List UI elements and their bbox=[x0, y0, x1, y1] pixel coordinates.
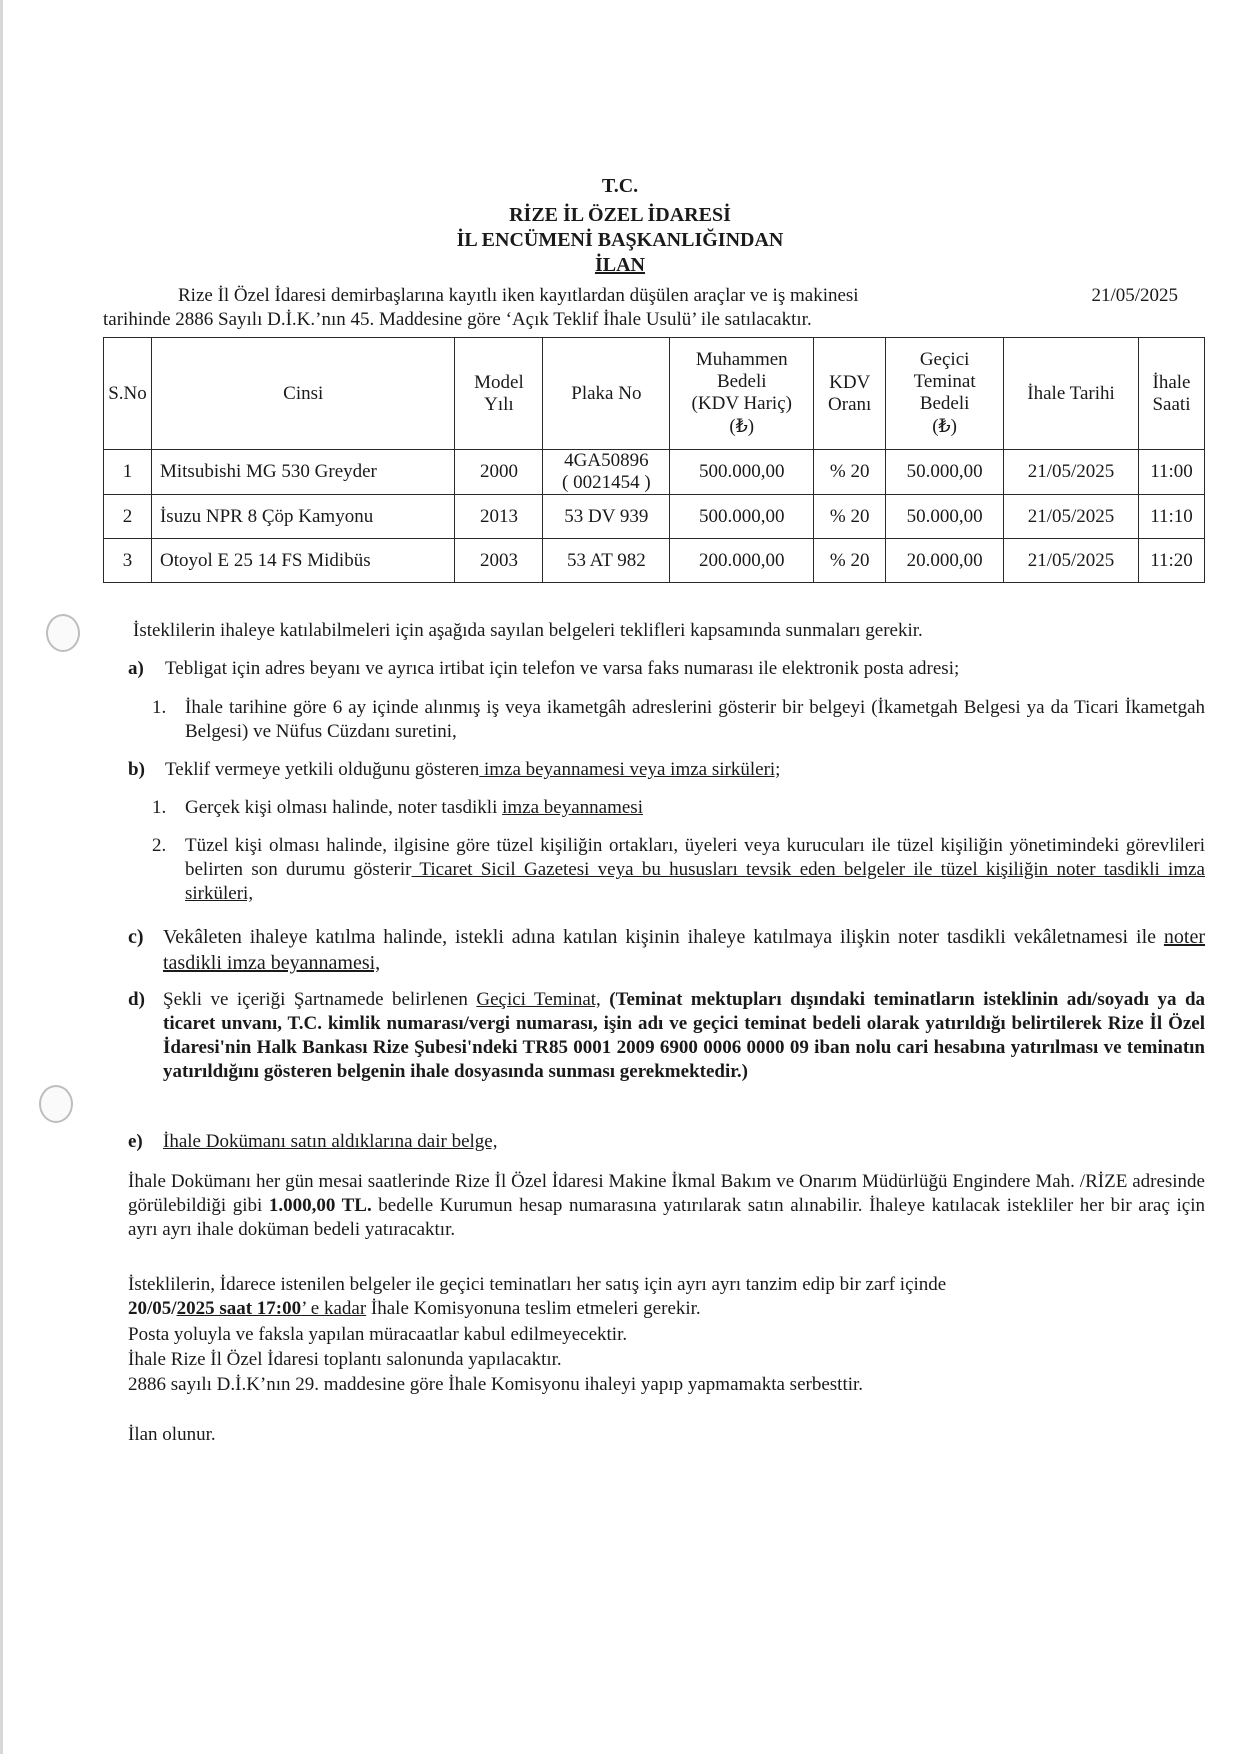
link-gecici-teminat: Geçici Teminat, bbox=[476, 989, 601, 1010]
header-title: İLAN bbox=[594, 254, 645, 276]
cell-kdv: % 20 bbox=[814, 450, 886, 495]
item-a1-text: İhale tarihine göre 6 ay içinde alınmış iş veya ikametgâh adreslerini gösterir bir belgeyi (İkametgah Belgesi ya da Ticari İkametgah Belgesi) ve Nüfus Cüzdanı suretini, bbox=[185, 697, 1205, 742]
deadline-date: 20/05/ bbox=[128, 1298, 177, 1319]
footer-paragraph-4: İhale Rize İl Özel İdaresi toplantı salonunda yapılacaktır. bbox=[128, 1349, 562, 1370]
link-noter-imza-beyannamesi: noter tasdikli imza beyannamesi, bbox=[163, 926, 1205, 974]
cell-teminat: 50.000,00 bbox=[886, 495, 1004, 539]
link-ticaret-sicil: Ticaret Sicil Gazetesi veya bu hususları tevsik eden belgeler ile tüzel kişiliğin noter tasdikli imza sirküleri, bbox=[185, 859, 1205, 904]
header-saat: İhale Saati bbox=[1138, 338, 1204, 450]
link-ihale-dokumani: İhale Dokümanı satın aldıklarına dair belge, bbox=[163, 1131, 498, 1152]
item-e-text bbox=[163, 1130, 1205, 1154]
intro-line2: tarihinde 2886 Sayılı D.İ.K.’nın 45. Maddesine göre ‘Açık Teklif İhale Usulü’ ile satılacaktır. bbox=[103, 309, 812, 330]
table-row bbox=[104, 450, 1205, 495]
header-kdv: KDV Oranı bbox=[814, 338, 886, 450]
cell-muhammen: 500.000,00 bbox=[670, 495, 814, 539]
header-muhammen: Muhammen Bedeli (KDV Hariç) (₺) bbox=[670, 338, 814, 450]
auction-table bbox=[103, 337, 1205, 583]
footer-paragraph-1: İhale Dokümanı her gün mesai saatlerinde Rize İl Özel İdaresi Makine İkmal Bakım ve Onarım Müdürlüğü Engindere Mah. /RİZE adresinde görülebildiği gibi 1.000,00 TL. bedelle Kurumun hesap numarasına yatırılarak satın alınabilir. İhaleye katılacak istekliler her bir araç için ayrı ayrı ihale doküman bedeli yatıracaktır. bbox=[128, 1171, 1205, 1240]
footer-closing: İlan olunur. bbox=[128, 1424, 216, 1445]
intro-date: 21/05/2025 bbox=[1091, 285, 1178, 306]
table-row bbox=[104, 495, 1205, 539]
link-imza-beyannamesi-sirkuleri: imza beyannamesi veya imza sirküleri; bbox=[479, 759, 781, 780]
teminat-bank-info: (Teminat mektupları dışındaki teminatların isteklinin adı/soyadı ya da ticaret unvanı, T.C. kimlik numarası/vergi numarası, işin adı ve geçici teminat bedeli olarak yatırıldığı belirtilerek Rize İl Özel İdaresi'nin Halk Bankası Rize Şubesi'ndeki TR85 0001 2009 6900 0006 0000 09 iban nolu cari hesabına yatırılması ve teminatın yatırıldığını gösteren belgenin ihale dosyasında sunması gerekmektedir.) bbox=[163, 989, 1206, 1082]
cell-sno: 3 bbox=[104, 539, 152, 583]
cell-tarih: 21/05/2025 bbox=[1004, 495, 1139, 539]
deadline-time: 2025 saat 17:00 bbox=[176, 1298, 302, 1319]
item-b1-text: Gerçek kişi olması halinde, noter tasdikli imza beyannamesi bbox=[185, 797, 643, 818]
punch-hole-top bbox=[46, 614, 80, 652]
item-a-label: a) bbox=[128, 658, 144, 679]
item-c-label: c) bbox=[128, 926, 144, 948]
item-d-text: Şekli ve içeriği Şartnamede belirlenen Geçici Teminat, (Teminat mektupları dışındaki teminatların isteklinin adı/soyadı ya da ticaret unvanı, T.C. kimlik numarası/vergi numarası, işin adı ve geçici teminat bedeli olarak yatırıldığı belirtilerek Rize İl Özel İdaresi'nin Halk Bankası Rize Şubesi'ndeki TR85 0001 2009 6900 0006 0000 09 iban nolu cari hesabına yatırılması ve teminatın yatırıldığını gösteren belgenin ihale dosyasında sunması gerekmektedir.) bbox=[163, 989, 1206, 1082]
cell-muhammen: 500.000,00 bbox=[670, 450, 814, 495]
cell-tarih: 21/05/2025 bbox=[1004, 450, 1139, 495]
cell-cinsi: Otoyol E 25 14 FS Midibüs bbox=[151, 539, 455, 583]
table-row bbox=[104, 539, 1205, 583]
header-teminat: Geçici Teminat Bedeli (₺) bbox=[886, 338, 1004, 450]
cell-model: 2000 bbox=[455, 450, 543, 495]
intro-paragraph bbox=[103, 284, 1178, 332]
header-sno: S.No bbox=[104, 338, 152, 450]
cell-tarih: 21/05/2025 bbox=[1004, 539, 1139, 583]
header-plaka: Plaka No bbox=[543, 338, 670, 450]
cell-plaka: 53 AT 982 bbox=[543, 539, 670, 583]
header-model: Model Yılı bbox=[455, 338, 543, 450]
cell-teminat: 20.000,00 bbox=[886, 539, 1004, 583]
cell-saat: 11:20 bbox=[1138, 539, 1204, 583]
requirements-intro: İsteklilerin ihaleye katılabilmeleri için aşağıda sayılan belgeleri teklifleri kapsamında sunmaları gerekir. bbox=[133, 620, 923, 641]
header-tarih: İhale Tarihi bbox=[1004, 338, 1139, 450]
cell-model: 2003 bbox=[455, 539, 543, 583]
punch-hole-bottom bbox=[39, 1085, 73, 1123]
cell-model: 2013 bbox=[455, 495, 543, 539]
cell-plaka: 53 DV 939 bbox=[543, 495, 670, 539]
footer-paragraph-5: 2886 sayılı D.İ.K’nın 29. maddesine göre İhale Komisyonu ihaleyi yapıp yapmamakta serbesttir. bbox=[128, 1374, 864, 1395]
cell-sno: 2 bbox=[104, 495, 152, 539]
header-tc: T.C. bbox=[601, 175, 639, 197]
item-b-label: b) bbox=[128, 759, 145, 780]
link-imza-beyannamesi: imza beyannamesi bbox=[502, 797, 643, 818]
item-b-text: Teklif vermeye yetkili olduğunu gösteren imza beyannamesi veya imza sirküleri; bbox=[165, 759, 781, 780]
item-a1-label: 1. bbox=[152, 697, 167, 718]
cell-kdv: % 20 bbox=[814, 539, 886, 583]
cell-saat: 11:00 bbox=[1138, 450, 1204, 495]
document-fee: 1.000,00 TL. bbox=[268, 1195, 372, 1216]
item-a-text: Tebligat için adres beyanı ve ayrıca irtibat için telefon ve varsa faks numarası ile elektronik posta adresi; bbox=[165, 658, 960, 679]
cell-sno: 1 bbox=[104, 450, 152, 495]
item-b1-label: 1. bbox=[152, 797, 167, 818]
footer-paragraph-2: İsteklilerin, İdarece istenilen belgeler ile geçici teminatları her satış için ayrı ayrı tanzim edip bir zarf içinde 20/05/2025 saat 17:00’ e kadar İhale Komisyonuna teslim etmeleri gerekir. bbox=[128, 1274, 947, 1319]
cell-teminat: 50.000,00 bbox=[886, 450, 1004, 495]
header-department: İL ENCÜMENİ BAŞKANLIĞINDAN bbox=[456, 229, 784, 251]
cell-muhammen: 200.000,00 bbox=[670, 539, 814, 583]
item-c-text: Vekâleten ihaleye katılma halinde, istekli adına katılan kişinin ihaleye katılmaya ilişkin noter tasdikli vekâletnamesi ile noter tasdikli imza beyannamesi, bbox=[163, 926, 1205, 974]
item-b2-text: Tüzel kişi olması halinde, ilgisine göre tüzel kişiliğin ortakları, üyeleri veya kurucuları ile tüzel kişiliğin yönetimindeki görevlileri belirten son durumu gösterir Ticaret Sicil Gazetesi veya bu hususları tevsik eden belgeler ile tüzel kişiliğin noter tasdikli imza sirküleri, bbox=[185, 835, 1205, 904]
cell-cinsi: Mitsubishi MG 530 Greyder bbox=[151, 450, 455, 495]
cell-cinsi: İsuzu NPR 8 Çöp Kamyonu bbox=[151, 495, 455, 539]
cell-plaka: 4GA50896 ( 0021454 ) bbox=[543, 450, 670, 495]
item-d-label: d) bbox=[128, 989, 145, 1010]
header-cinsi: Cinsi bbox=[151, 338, 455, 450]
cell-kdv: % 20 bbox=[814, 495, 886, 539]
intro-line1: Rize İl Özel İdaresi demirbaşlarına kayıtlı iken kayıtlardan düşülen araçlar ve iş makinesi bbox=[178, 285, 859, 306]
header-institution: RİZE İL ÖZEL İDARESİ bbox=[509, 204, 731, 226]
footer-paragraph-3: Posta yoluyla ve faksla yapılan müracaatlar kabul edilmeyecektir. bbox=[128, 1324, 628, 1345]
item-b2-label: 2. bbox=[152, 835, 167, 856]
table-header-row bbox=[104, 338, 1205, 450]
cell-saat: 11:10 bbox=[1138, 495, 1204, 539]
item-e-label: e) bbox=[128, 1131, 143, 1152]
